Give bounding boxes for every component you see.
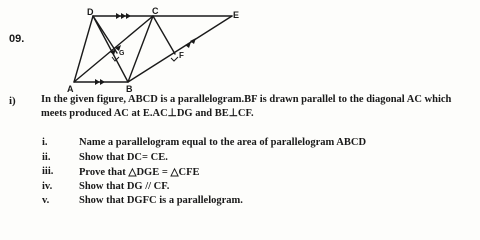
segment-be xyxy=(128,16,232,82)
task-number: i. xyxy=(42,137,48,148)
task-text: Show that DG // CF. xyxy=(79,180,170,192)
task-number: iii. xyxy=(42,166,54,178)
right-angle-mark-f xyxy=(171,57,178,61)
segment-cf xyxy=(153,16,175,54)
parallel-arrows-ab xyxy=(95,79,105,85)
parallel-arrows-be xyxy=(185,38,196,48)
statement-line-2: meets produced AC at E.AC⊥DG and BE⊥CF. xyxy=(41,108,254,119)
geometry-figure xyxy=(60,6,270,94)
segment-ad xyxy=(74,16,93,82)
task-number: v. xyxy=(42,195,50,207)
label-a: A xyxy=(67,84,74,94)
label-e: E xyxy=(233,10,240,20)
label-d: D xyxy=(87,7,94,17)
part-label: i) xyxy=(9,95,16,107)
task-text: Prove that △DGE = △CFE xyxy=(79,167,200,179)
task-text: Name a parallelogram equal to the area of parallelogram ABCD xyxy=(79,137,367,148)
task-number: ii. xyxy=(42,151,51,163)
label-b: B xyxy=(126,84,133,94)
statement-line-1: In the given figure, ABCD is a parallelogram.BF is drawn parallel to the diagonal AC which xyxy=(41,94,452,105)
label-c: C xyxy=(152,6,159,16)
question-number: 09. xyxy=(9,33,25,45)
label-g: G xyxy=(119,50,125,57)
parallel-arrows-dc xyxy=(116,13,131,19)
task-text: Show that DC= CE. xyxy=(79,151,168,163)
label-f: F xyxy=(179,51,184,60)
task-number: iv. xyxy=(42,180,53,192)
segment-db xyxy=(93,16,128,82)
task-text: Show that DGFC is a parallelogram. xyxy=(79,195,243,207)
problem-statement xyxy=(41,93,473,121)
